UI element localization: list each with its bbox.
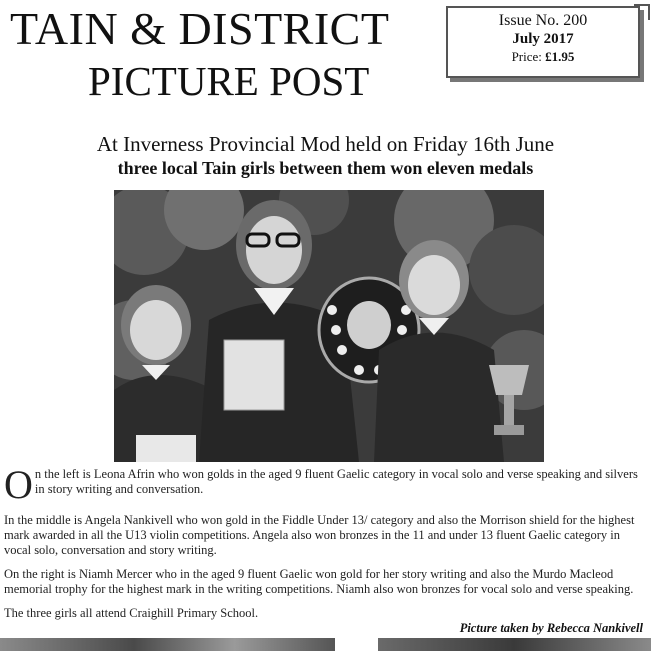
photo-credit: Picture taken by Rebecca Nankivell — [459, 621, 643, 635]
corner-mark — [634, 4, 650, 20]
article-subheadline: three local Tain girls between them won eleven medals — [117, 158, 534, 178]
masthead-subtitle: PICTURE POST — [88, 58, 370, 104]
dropcap: O — [4, 462, 33, 507]
paragraph-leona-text: n the left is Leona Afrin who won golds in the aged 9 fluent Gaelic category in vocal solo and verse speaking and silvers in story writing and conversation. — [34, 467, 638, 496]
issue-info-box — [446, 6, 640, 78]
article-headline: At Inverness Provincial Mod held on Friday 16th June — [96, 132, 555, 156]
article-photo — [114, 190, 544, 462]
paragraph-niamh: On the right is Niamh Mercer who in the aged 9 fluent Gaelic won gold for her story writing and also the Murdo Macleod memorial trophy for the highest mark in the writing competitions. Niamh also won bronzes for vocal solo and verse speaking. — [4, 567, 634, 596]
next-photo-right — [378, 638, 651, 651]
price-label: Price: — [511, 49, 542, 64]
issue-number: Issue No. 200 — [498, 12, 588, 29]
photo-illustration — [114, 190, 544, 462]
paragraph-school: The three girls all attend Craighill Primary School. — [4, 606, 259, 620]
price-value: £1.95 — [545, 49, 575, 64]
masthead-title: TAIN & DISTRICT — [10, 3, 390, 54]
paragraph-leona — [4, 462, 649, 507]
issue-price — [448, 49, 638, 65]
next-photo-left — [0, 638, 335, 651]
issue-date: July 2017 — [512, 31, 574, 47]
paragraph-angela: In the middle is Angela Nankivell who won gold in the Fiddle Under 13/ category and also the Morrison shield for the highest mark awarded in all the U13 violin competitions. Angela also won bronzes in the 11 and under 13 fluent Gaelic category in vocal solo, conversation and story writing. — [4, 513, 635, 557]
